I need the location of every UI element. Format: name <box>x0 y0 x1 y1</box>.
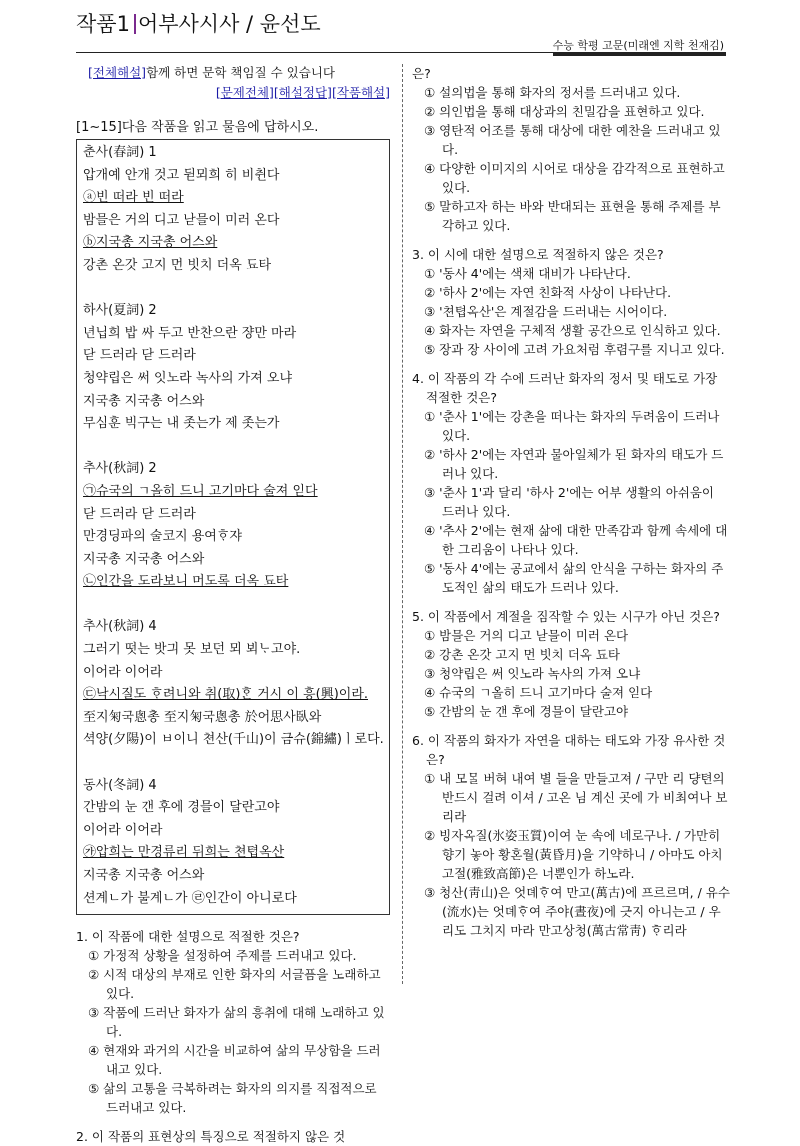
question <box>412 607 730 721</box>
poem-blank-line <box>83 594 384 617</box>
title-label: 작품1 <box>76 12 130 36</box>
poem-blank-line <box>83 436 384 459</box>
answer-option[interactable]: ① 밤믈은 거의 디고 낟믈이 미러 온다 <box>424 628 629 643</box>
question <box>76 927 390 1117</box>
answer-option[interactable]: ② '하사 2'에는 자연 친화적 사상이 나타난다. <box>424 285 672 300</box>
link-row <box>76 84 390 102</box>
poem-box <box>76 139 390 915</box>
poem-line: ㉡인간을 도라보니 머도록 더옥 됴타 <box>83 574 289 590</box>
poem-line: 무심훈 빅구는 내 좃는가 제 좃는가 <box>83 416 280 432</box>
answer-option[interactable]: ④ 화자는 자연을 구체적 생활 공간으로 인식하고 있다. <box>424 323 721 338</box>
question-stem: 1. 이 작품에 대한 설명으로 적절한 것은? <box>76 929 300 945</box>
poem-line: 셕양(夕陽)이 ㅂ이니 쳔산(千山)이 금슈(錦繡)ㅣ로다. <box>83 732 384 748</box>
answer-option[interactable]: ① 설의법을 통해 화자의 정서를 드러내고 있다. <box>424 85 681 100</box>
poem-line: ⓐ빈 떠라 빈 떠라 <box>83 190 184 206</box>
poem-line: 至지匊국悤총 至지匊국悤총 於어思사臥와 <box>83 709 322 725</box>
full-commentary-link[interactable]: [전체해설] <box>88 65 147 80</box>
left-column <box>76 64 390 1146</box>
question <box>412 369 730 597</box>
answer-option[interactable]: ③ 청약립은 써 잇노라 녹사의 가져 오냐 <box>424 666 641 681</box>
poem-line: 하사(夏詞) 2 <box>83 303 157 319</box>
question <box>412 64 730 235</box>
poem-line: 년닙희 밥 싸 두고 반찬으란 쟝만 마라 <box>83 325 297 341</box>
question-stem: 3. 이 시에 대한 설명으로 적절하지 않은 것은? <box>412 247 664 262</box>
poem-line: 강촌 온갓 고지 먼 빗치 더옥 됴타 <box>83 257 272 273</box>
questions-right <box>412 64 730 940</box>
poem-line: 동사(冬詞) 4 <box>83 777 157 793</box>
poem-line: 압개예 안개 것고 뒫뫼희 히 비췬다 <box>83 167 280 183</box>
work-title: 어부사시사 / 윤선도 <box>137 12 321 36</box>
poem-line: 지국총 지국총 어스와 <box>83 551 205 567</box>
answers-link[interactable]: [해설정답] <box>273 85 332 100</box>
answer-option[interactable]: ⑤ '동사 4'에는 공교에서 삶의 안식을 구하는 화자의 주도적인 삶의 태도가 드러나 있다. <box>424 561 724 595</box>
title-divider <box>134 14 136 34</box>
answer-option[interactable]: ① 가정적 상황을 설정하여 주제를 드러내고 있다. <box>88 948 357 964</box>
poem-line: 청약립은 써 잇노라 녹사의 가져 오냐 <box>83 370 293 386</box>
answer-option[interactable]: ② '하사 2'에는 자연과 물아일체가 된 화자의 태도가 드러나 있다. <box>424 447 724 481</box>
answer-option[interactable]: ③ 청산(靑山)은 엇뎨ᄒᆞ여 만고(萬古)에 프르르며, / 유수(流水)는 엇뎨ᄒᆞ여 주야(晝夜)에 긋지 아니는고 / 우리도 그치지 마라 만고상청(萬古常靑) ᄒᆞ리라 <box>424 885 730 938</box>
right-column <box>412 64 730 940</box>
poem-line: 닫 드러라 닫 드러라 <box>83 506 196 522</box>
poem-line: 간밤의 눈 갠 후에 경믈이 달란고야 <box>83 800 280 816</box>
problems-all-link[interactable]: [문제전체] <box>215 85 274 100</box>
answer-option[interactable]: ④ '추사 2'에는 현재 삶에 대한 만족감과 함께 속세에 대한 그리움이 나타나 있다. <box>424 523 728 557</box>
answer-option[interactable]: ⑤ 간밤의 눈 갠 후에 경믈이 달란고야 <box>424 704 629 719</box>
question <box>412 731 730 940</box>
poem-line: 추사(秋詞) 4 <box>83 619 157 635</box>
intro-text: 함께 하면 문학 책임질 수 있습니다 <box>146 65 335 80</box>
poem-blank-line <box>83 278 384 301</box>
poem-line: 닫 드러라 닫 드러라 <box>83 348 196 364</box>
poem-line: ⓑ지국총 지국총 어스와 <box>83 235 218 251</box>
work-commentary-link[interactable]: [작품해설] <box>331 85 390 100</box>
answer-option[interactable]: ① 내 모ᄆᆞᆯ 버혀 내여 별 들을 만들고져 / 구만 리 댱텬의 반드시 걸려 이셔 / 고온 님 계신 곳에 가 비최여나 보리라 <box>424 771 728 824</box>
poem-line: 지국총 지국총 어스와 <box>83 393 205 409</box>
question-stem: 4. 이 작품의 각 수에 드러난 화자의 정서 및 태도로 가장 적절한 것은? <box>412 371 718 405</box>
question <box>412 245 730 359</box>
header-rule <box>76 52 726 53</box>
answer-option[interactable]: ① '춘사 1'에는 강촌을 떠나는 화자의 두려움이 드러나 있다. <box>424 409 720 443</box>
column-divider <box>402 64 403 984</box>
poem-line: 이어라 이어라 <box>83 822 163 838</box>
poem-line: 이어라 이어라 <box>83 664 163 680</box>
question-stem: 은? <box>412 66 431 81</box>
answer-option[interactable]: ⑤ 삶의 고통을 극복하려는 화자의 의지를 직접적으로 드러내고 있다. <box>88 1081 377 1116</box>
poem-line: 만경딩파의 술코지 용여ᄒᆞ쟈 <box>83 529 242 545</box>
poem-line: 그러기 떳는 밧긔 못 보던 뫼 뵈ᄂᆞ고야. <box>83 642 301 658</box>
answer-option[interactable]: ⑤ 장과 장 사이에 고려 가요처럼 후렴구를 지니고 있다. <box>424 342 725 357</box>
answer-option[interactable]: ④ 현재와 과거의 시간을 비교하여 삶의 무상함을 드러내고 있다. <box>88 1043 381 1078</box>
question <box>76 1127 390 1146</box>
answer-option[interactable]: ⑤ 말하고자 하는 바와 반대되는 표현을 통해 주제를 부각하고 있다. <box>424 199 721 233</box>
questions-left <box>76 927 390 1146</box>
poem-line: 추사(秋詞) 2 <box>83 461 157 477</box>
question-stem: 2. 이 작품의 표현상의 특징으로 적절하지 않은 것 <box>76 1129 346 1145</box>
page-title <box>76 8 321 38</box>
answer-option[interactable]: ② 강촌 온갓 고지 먼 빗치 더옥 됴타 <box>424 647 620 662</box>
question-stem: 5. 이 작품에서 계절을 짐작할 수 있는 시구가 아닌 것은? <box>412 609 720 624</box>
poem-line: 지국총 지국총 어스와 <box>83 868 205 883</box>
poem-line: ㉠슈국의 ㄱ올히 드니 고기마다 술져 읻다 <box>83 483 318 499</box>
source-note: 수능 학평 고문(미래엔 지학 천재김) <box>553 37 726 56</box>
instruction: [1~15]다음 작품을 읽고 물음에 답하시오. <box>76 120 319 135</box>
poem-line: ㉮압희는 만경류리 뒤희는 쳔텹옥산 <box>83 845 285 861</box>
poem-line: 션계ㄴ가 불계ㄴ가 ㉣인간이 아니로다 <box>83 890 297 906</box>
poem-blank-line <box>83 752 384 775</box>
answer-option[interactable]: ④ 다양한 이미지의 시어로 대상을 감각적으로 표현하고 있다. <box>424 161 725 195</box>
intro-line <box>76 64 390 82</box>
poem-line: ㉢낙시질도 ᄒᆞ려니와 취(取)ᄒᆞᆫ 거시 이 흥(興)이라. <box>83 687 369 703</box>
answer-option[interactable]: ③ 작품에 드러난 화자가 삶의 흥취에 대해 노래하고 있다. <box>88 1005 385 1040</box>
answer-option[interactable]: ③ '춘사 1'과 달리 '하사 2'에는 어부 생활의 아쉬움이 드러나 있다. <box>424 485 714 519</box>
answer-option[interactable]: ① '동사 4'에는 색채 대비가 나타난다. <box>424 266 631 281</box>
answer-option[interactable]: ④ 슈국의 ㄱ올히 드니 고기마다 술져 읻다 <box>424 685 653 700</box>
answer-option[interactable]: ③ '쳔텹옥산'은 계절감을 드러내는 시어이다. <box>424 304 668 319</box>
answer-option[interactable]: ② 의인법을 통해 대상과의 친밀감을 표현하고 있다. <box>424 104 705 119</box>
answer-option[interactable]: ③ 영탄적 어조를 통해 대상에 대한 예찬을 드러내고 있다. <box>424 123 721 157</box>
poem-line: 밤믈은 거의 디고 낟믈이 미러 온다 <box>83 212 280 228</box>
answer-option[interactable]: ② 시적 대상의 부재로 인한 화자의 서글픔을 노래하고 있다. <box>88 967 381 1002</box>
poem-line: 춘사(春詞) 1 <box>83 145 157 160</box>
question-stem: 6. 이 작품의 화자가 자연을 대하는 태도와 가장 유사한 것은? <box>412 733 726 767</box>
answer-option[interactable]: ② 빙자옥질(氷姿玉質)이여 눈 속에 네로구나. / 가만히 향기 놓아 황혼월(黃昏月)을 기약하니 / 아마도 아치고절(雅致高節)은 너뿐인가 하노라. <box>424 828 723 881</box>
